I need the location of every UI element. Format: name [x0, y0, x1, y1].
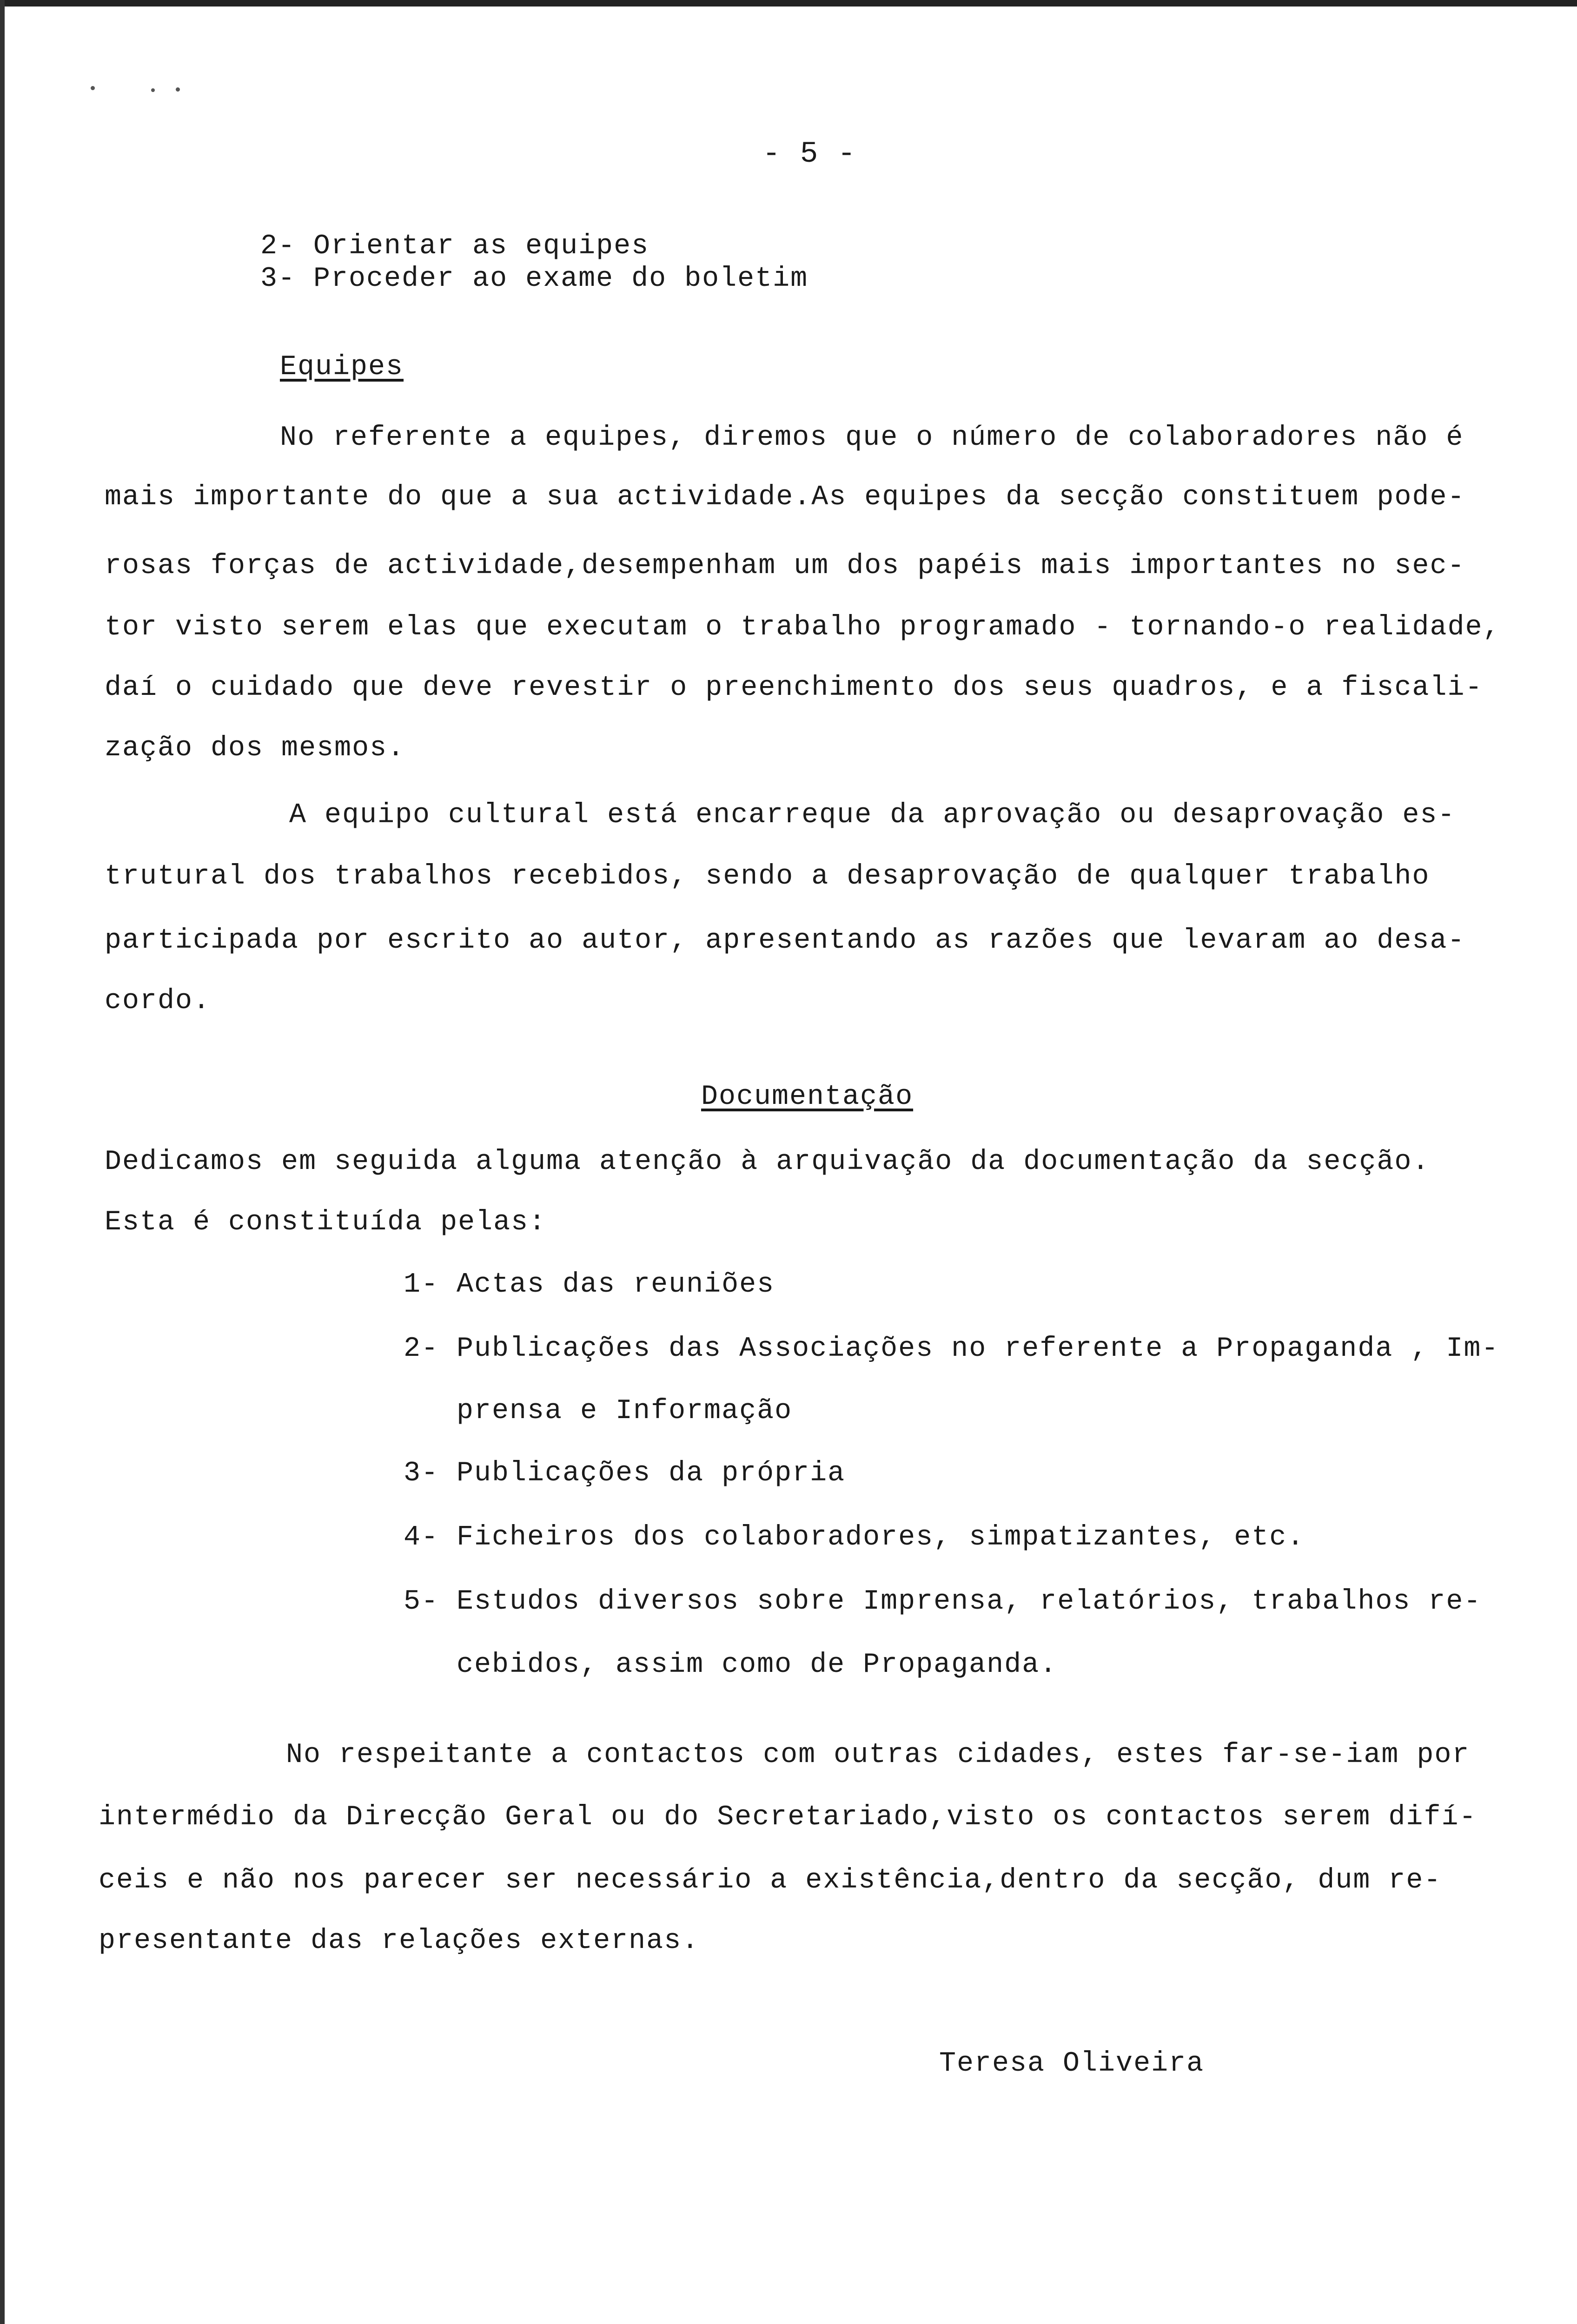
- page-number: - 5 -: [762, 138, 857, 171]
- scan-speck: [91, 86, 95, 90]
- intro-item: 2- Orientar as equipes: [260, 231, 649, 262]
- list-item: 1- Actas das reuniões: [404, 1269, 775, 1301]
- list-item: 5- Estudos diversos sobre Imprensa, relatórios, trabalhos re-: [404, 1586, 1482, 1618]
- page-left-edge: [0, 0, 5, 2324]
- scan-speck: [151, 88, 155, 92]
- page-top-edge: [0, 0, 1577, 7]
- paragraph-line: Dedicamos em seguida alguma atenção à arquivação da documentação da secção.: [105, 1146, 1430, 1178]
- section-heading-documentacao: Documentação: [701, 1081, 914, 1113]
- scan-speck: [176, 87, 180, 92]
- paragraph-line: No referente a equipes, diremos que o número de colaboradores não é: [280, 422, 1464, 454]
- paragraph-line: presentante das relações externas.: [99, 1925, 700, 1957]
- scan-mark: [2, 1655, 4, 1710]
- paragraph-line: tor visto serem elas que executam o trabalho programado - tornando-o realidade,: [105, 612, 1501, 643]
- signature-name: Teresa Oliveira: [939, 2048, 1205, 2080]
- paragraph-line: intermédio da Direcção Geral ou do Secretariado,visto os contactos serem difí-: [99, 1802, 1477, 1833]
- paragraph-line: No respeitante a contactos com outras cidades, estes far-se-iam por: [286, 1739, 1470, 1771]
- paragraph-line: trutural dos trabalhos recebidos, sendo a desaprovação de qualquer trabalho: [105, 861, 1430, 892]
- section-heading-equipes: Equipes: [280, 351, 404, 383]
- paragraph-line: zação dos mesmos.: [105, 733, 405, 764]
- list-item: 3- Publicações da própria: [404, 1458, 846, 1489]
- paragraph-line: cordo.: [105, 985, 211, 1017]
- paragraph-line: A equipo cultural está encarreque da aprovação ou desaprovação es-: [289, 799, 1456, 831]
- list-item: 4- Ficheiros dos colaboradores, simpatizantes, etc.: [404, 1522, 1305, 1553]
- paragraph-line: participada por escrito ao autor, apresentando as razões que levaram ao desa-: [105, 925, 1465, 957]
- list-item-continuation: cebidos, assim como de Propaganda.: [457, 1649, 1058, 1681]
- list-item-continuation: prensa e Informação: [457, 1395, 793, 1427]
- intro-item: 3- Proceder ao exame do boletim: [260, 263, 808, 295]
- list-item: 2- Publicações das Associações no referente a Propaganda , Im-: [404, 1333, 1499, 1365]
- paragraph-line: Esta é constituída pelas:: [105, 1207, 547, 1238]
- paragraph-line: rosas forças de actividade,desempenham um dos papéis mais importantes no sec-: [105, 550, 1465, 582]
- paragraph-line: mais importante do que a sua actividade.As equipes da secção constituem pode-: [105, 482, 1465, 513]
- paragraph-line: daí o cuidado que deve revestir o preenchimento dos seus quadros, e a fiscali-: [105, 672, 1483, 704]
- paragraph-line: ceis e não nos parecer ser necessário a existência,dentro da secção, dum re-: [99, 1865, 1442, 1896]
